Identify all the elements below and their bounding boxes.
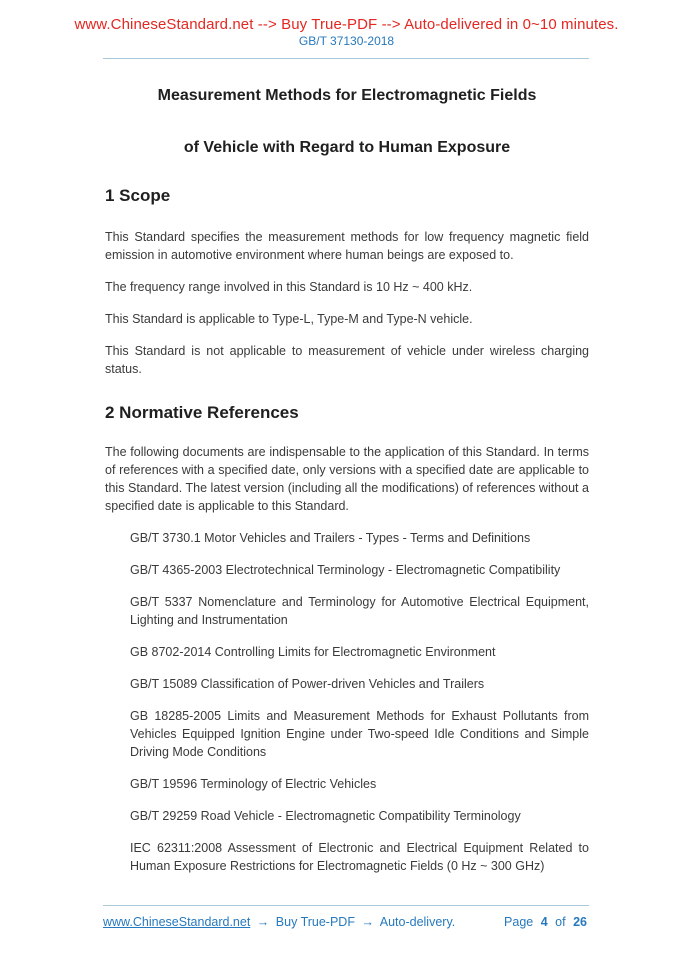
normative-intro-paragraph: The following documents are indispensable to the application of this Standard. In terms of references with a specified date, only versions with a specified date are applicable to this Standard. The latest version (including all the modifications) of references without a specified date is applicable to this Standard. [105,445,589,513]
page-total: 26 [573,915,587,929]
footer-site-link[interactable]: www.ChineseStandard.net [103,915,251,929]
scope-paragraph: This Standard is not applicable to measurement of vehicle under wireless charging status. [105,344,589,376]
page-label: Page [504,915,534,929]
reference-item: GB 18285-2005 Limits and Measurement Methods for Exhaust Pollutants from Vehicles Equipped Ignition Engine under Two-speed Idle Conditions and Simple Driving Mode Conditions [130,709,589,759]
section-heading-normative-references: 2 Normative References [105,403,299,422]
footer-buy-text: Buy True-PDF [275,915,355,929]
footer-promo [103,915,455,929]
footer-delivery-text: Auto-delivery. [379,915,456,929]
scope-paragraph: The frequency range involved in this Standard is 10 Hz ~ 400 kHz. [105,280,473,294]
reference-item: GB/T 15089 Classification of Power-driven Vehicles and Trailers [130,677,485,691]
right-arrow-icon: → [256,915,270,929]
reference-item: GB/T 4365-2003 Electrotechnical Terminology - Electromagnetic Compatibility [130,563,561,577]
reference-item: GB/T 3730.1 Motor Vehicles and Trailers - Types - Terms and Definitions [130,531,531,545]
standard-code: GB/T 37130-2018 [298,34,395,48]
references-list [105,529,589,875]
page-content [0,86,693,875]
reference-item: GB/T 19596 Terminology of Electric Vehicles [130,777,377,791]
reference-item: IEC 62311:2008 Assessment of Electronic and Electrical Equipment Related to Human Exposure Restrictions for Electromagnetic Fields (0 Hz ~ 300 GHz) [130,841,589,873]
page-indicator [502,915,589,929]
of-label: of [555,915,566,929]
reference-item: GB/T 29259 Road Vehicle - Electromagnetic Compatibility Terminology [130,809,521,823]
scope-paragraph: This Standard specifies the measurement methods for low frequency magnetic field emission in automotive environment where human beings are exposed to. [105,230,589,262]
promo-banner-link[interactable]: www.ChineseStandard.net --> Buy True-PDF --> Auto-delivered in 0~10 minutes. [74,16,619,33]
section-heading-scope: 1 Scope [105,186,171,205]
scope-paragraph: This Standard is applicable to Type-L, Type-M and Type-N vehicle. [105,312,473,326]
page-current: 4 [540,915,548,929]
reference-item: GB 8702-2014 Controlling Limits for Electromagnetic Environment [130,645,496,659]
right-arrow-icon: → [361,915,374,929]
document-title-line2: of Vehicle with Regard to Human Exposure [183,139,511,156]
reference-item: GB/T 5337 Nomenclature and Terminology for Automotive Electrical Equipment, Lighting and Instrumentation [130,595,589,627]
header-divider [103,58,589,59]
page-footer [103,905,589,929]
document-title-line1: Measurement Methods for Electromagnetic Fields [157,87,537,104]
